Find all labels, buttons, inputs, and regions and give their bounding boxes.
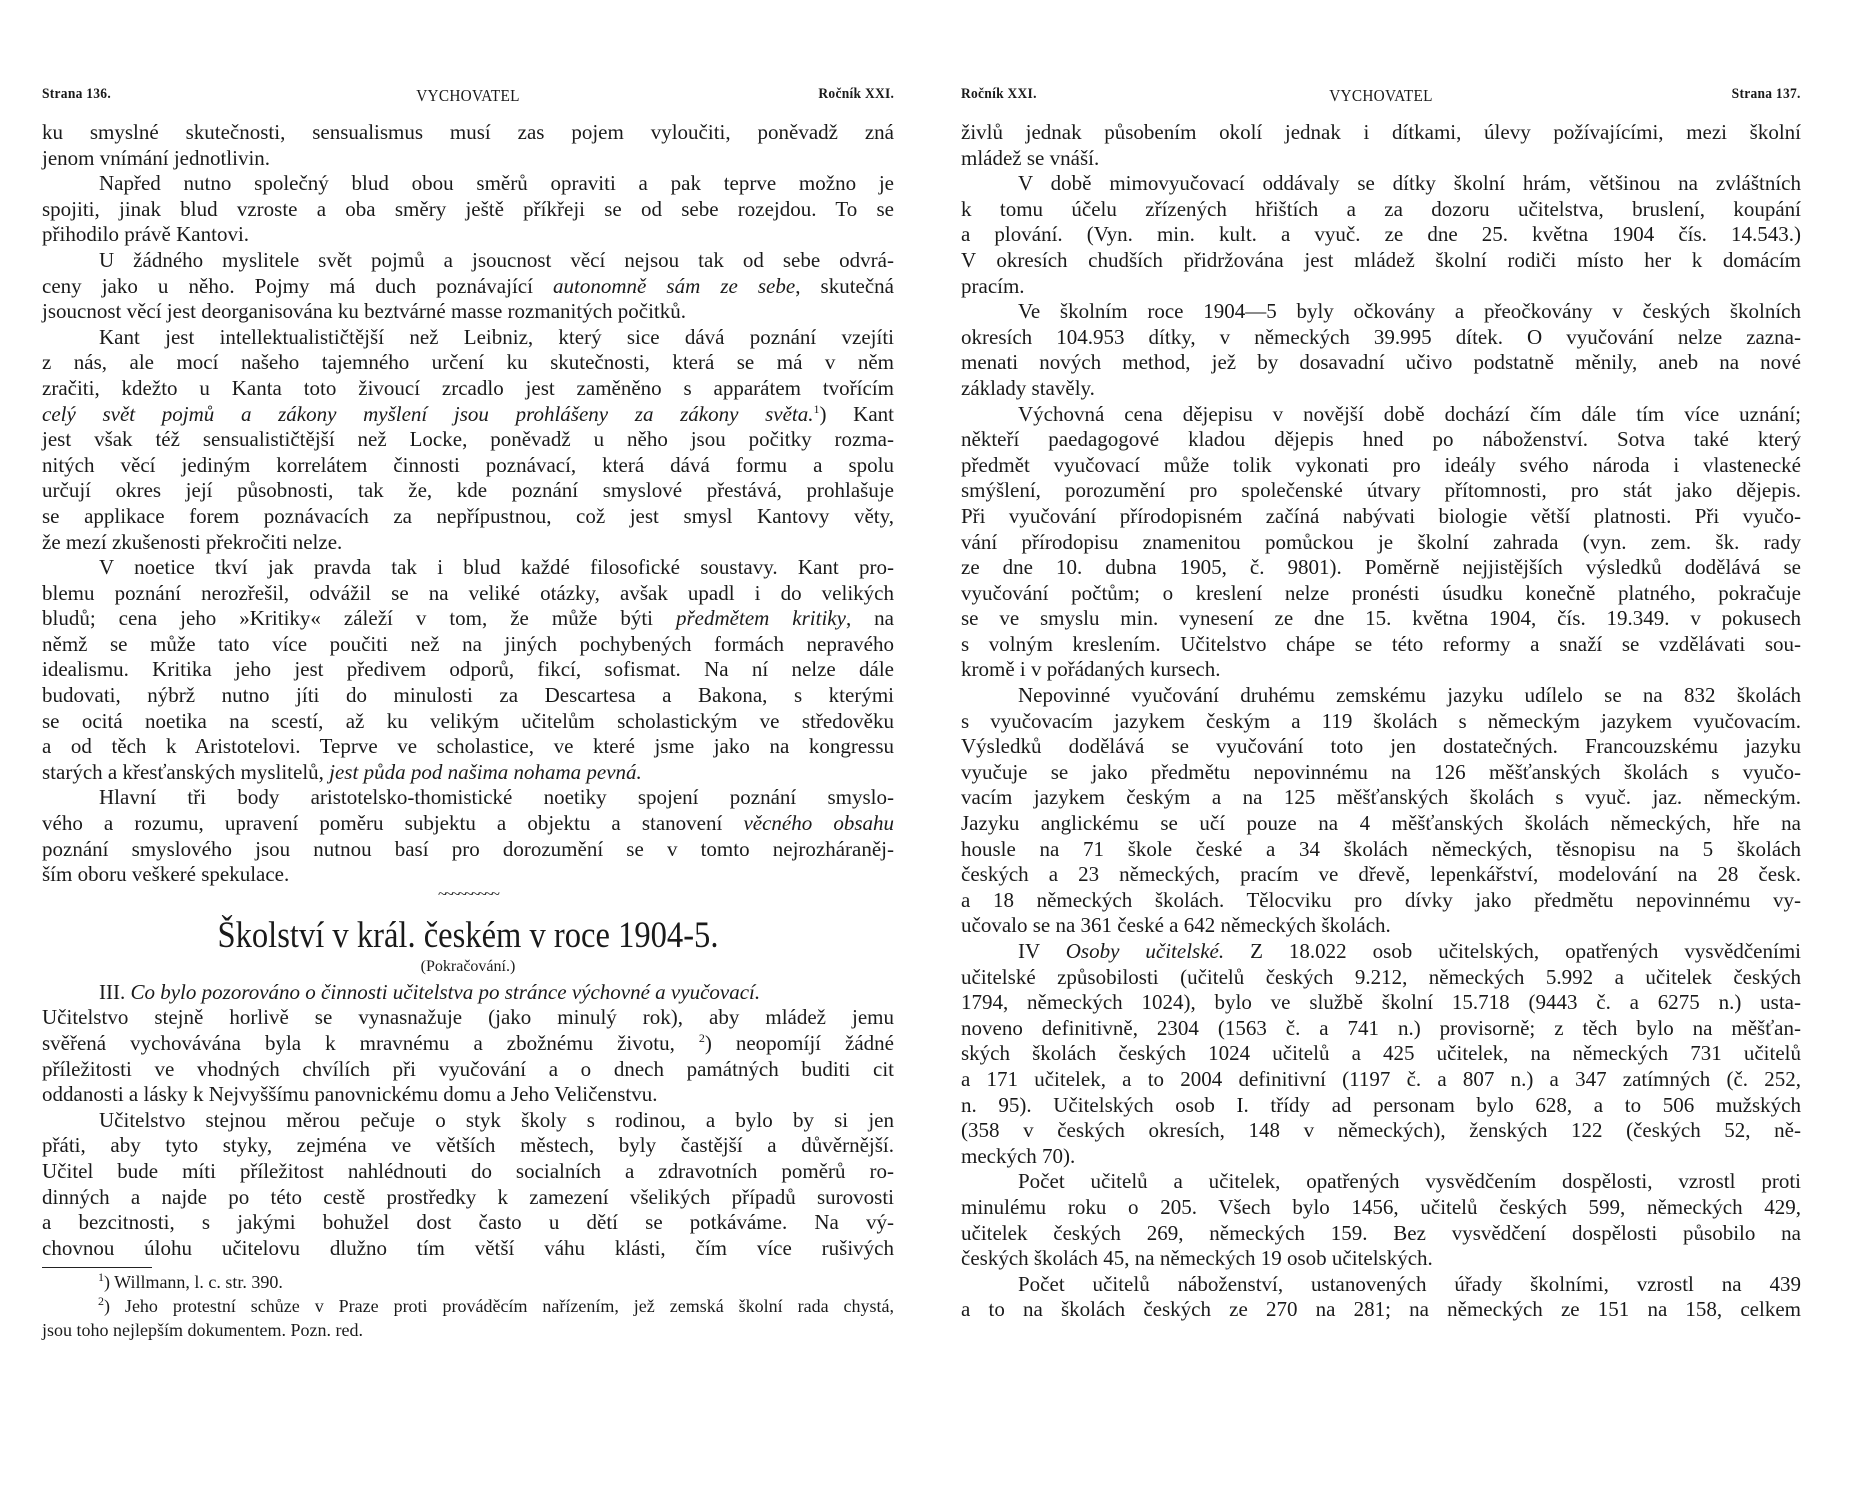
text-line: vání přírodopisu znamenitou pomůckou je školní zahrada (vyn. zem. šk. rady [961,529,1801,554]
text-line: Počet učitelů náboženství, ustanovených úřady školními, vzrostl na 439 [1018,1271,1801,1296]
journal-title: VYCHOVATEL [1329,86,1433,105]
text-line: vyučování počtům; o kreslení nelze pronésti úsudku konečně platného, pokračuje [961,580,1801,605]
text-line: n. 95). Učitelských osob I. třídy ad personam bylo 628, a to 506 mužských [961,1092,1801,1117]
text-line: učovalo se na 361 české a 642 německých školách. [961,913,1391,938]
text-line: a od těch k Aristotelovi. Teprve ve scholastice, ve které jsme jako na kongressu [42,734,894,759]
text-block [961,120,1801,1323]
text-run: svěřená vychovávána byla k mravnému a zbožnému životu, [42,1031,699,1055]
text-line: z nás, ale mocí našeho tajemného určení ku skutečnosti, která se má v něm [42,350,894,375]
text-line: noveno definitivně, 2304 (1563 č. a 741 n.) provisorně; z těch bylo na měšťan- [961,1015,1801,1040]
text-line: zračiti, kdežto u Kanta toto živoucí zrcadlo jest zaměněno s apparátem tvořícím [42,375,894,400]
text-run: starých a křesťanských myslitelů, [42,759,330,784]
text-line: nitých věcí jediným korrelátem činnosti poznávací, která dává formu a spolu [42,452,894,477]
text-run: ) Kant [819,401,894,426]
volume-label: Ročník XXI. [818,86,894,102]
right-body-text [961,120,1801,1323]
footnote [42,1318,894,1342]
text-line: učitelek českých 269, německých 159. Bez vysvědčení dospělosti působilo na [961,1220,1801,1245]
text-line: pracím. [961,273,1025,298]
text-line: Kant jest intellektualističtější než Leibniz, který sice dává poznání vzejíti [99,324,894,349]
text-line: vyučuje se jako předmětu nepovinnému na 126 měšťanských školách s vyučo- [961,759,1801,784]
text-line: s vyučovacím jazykem českým a 119 školách s německým jazykem vyučovacím. [961,708,1801,733]
left-body-text [42,120,894,1342]
footnote-divider [42,1267,152,1268]
text-line: oddanosti a lásky k Nejvyššímu panovnickému domu a Jeho Veličenstvu. [42,1082,658,1107]
text-line: ze dne 10. dubna 1905, č. 9801). Poměrně nejjistějších výsledků dodělává se [961,555,1801,580]
text-line: 1794, německých 1024), bylo ve službě školní 15.718 (9443 č. a 6275 n.) usta- [961,990,1801,1015]
text-line: a bezcitnosti, s jakými bohužel dost často u dětí se potkáváme. Na vý- [42,1210,894,1235]
text-line: budovati, nýbrž nutno jíti do minulosti za Descartesa a Bakona, s kterými [42,683,894,708]
text-line: okresích 104.953 dítky, v německých 39.995 dítek. O vyučování nelze zazna- [961,324,1801,349]
text-run: ceny jako u něho. Pojmy má duch poznávající [42,273,554,298]
text-line: kromě i v pořádaných kursech. [961,657,1221,682]
text-line [42,980,894,1006]
text-line: učitelské způsobilosti (učitelů českých 9.212, německých 5.992 a učitelek českých [961,964,1801,989]
text-line: a to na školách českých ze 270 na 281; na německých ze 151 na 158, celkem [961,1297,1801,1322]
text-line: V noetice tkví jak pravda tak i blud každé filosofické soustavy. Kant pro- [99,555,894,580]
text-line: ku smyslné skutečnosti, sensualismus musí zas pojem vyloučiti, poněvadž zná [42,120,894,144]
text-line: minulému roku o 205. Všech bylo 1456, učitelů českých 599, německých 429, [961,1194,1801,1219]
text-line: příležitosti ve vhodných chvílích při vyučování a o dnech památných buditi cit [42,1056,894,1081]
text-line: U žádného myslitele svět pojmů a jsoucnost věcí nejsou tak od sebe odvrá- [99,247,894,272]
text-line: němž se může tato více poučiti než na jiných pochybených formách nepravého [42,631,894,656]
text-line [42,606,894,632]
volume-label: Ročník XXI. [961,86,1037,102]
text-line: jenom vnímání jednotlivin. [42,145,271,170]
text-line: a plování. (Vyn. min. kult. a vyuč. ze dne 25. května 1904 čís. 14.543.) [961,222,1801,247]
text-line: někteří paedagogové kladou dějepis hned po náboženství. Sotva také který [961,427,1801,452]
right-page [961,0,1801,1500]
emphasis-text: Co bylo pozorováno o činnosti učitelstva po stránce výchovné a vyučovací. [130,979,761,1004]
text-line: Počet učitelů a učitelek, opatřených vysvědčením dospělosti, vzrostl proti [1018,1169,1801,1194]
text-line: Výsledků dodělává se vyučování toto jen dostatečných. Francouzskému jazyku [961,734,1801,759]
text-line [42,274,894,300]
emphasis-text: Osoby učitelské. [1065,939,1225,963]
text-line: idealismu. Kritika jeho jest předivem odporů, fikcí, sofismat. Na ní nelze dále [42,657,894,682]
text-line [42,760,894,786]
text-line: V okresích chudších přidržována jest mládež školní rodiči místo her k domácím [961,247,1801,272]
footnote-number: 2 [98,1294,104,1309]
text-line [42,402,894,428]
footnote [42,1294,894,1318]
footnote-text: jsou toho nejlepším dokumentem. Pozn. red. [42,1320,363,1341]
text-line: spojiti, jinak blud vzroste a oba směry ještě příkřeji se od sebe rozejdou. To se [42,196,894,221]
text-line: Výchovná cena dějepisu v novější době dochází čím dále tím více uznání; [1018,401,1801,426]
text-line [42,811,894,837]
footnote-ref[interactable]: 1 [813,401,820,416]
text-line: mládež se vnáší. [961,145,1100,170]
text-line: k tomu účelu zřízených hřištích a za dozoru učitelstva, bruslení, koupání [961,196,1801,221]
emphasis-text: jest půda pod našima nohama pevná. [329,759,642,784]
text-line: se ocitá noetika na scestí, až ku velikým učitelům scholastickým ve středověku [42,708,894,733]
section-ornament: ~~~~~~~~~ [438,885,498,903]
text-line: určují okres její působnosti, tak že, kde poznání smyslové přestává, prohlašuje [42,478,894,503]
text-run: , skutečná [795,273,894,298]
text-line: ských školách českých 1024 učitelů a 425 učitelek, na německých 731 učitelů [961,1041,1801,1066]
text-line: poznání smyslového jsou nutnou basí pro dorozumění se v tomto nejrozháraněj- [42,836,894,861]
footnote [42,1270,894,1294]
text-line: Učitelstvo stejně horlivě se vynasnažuje (jako minulý rok), aby mládež jemu [42,1005,894,1030]
journal-title: VYCHOVATEL [416,86,520,105]
text-line: housle na 71 škole české a 34 školách německých, těsnopisu na 5 školách [961,836,1801,861]
text-line: jsoucnost věcí jest deorganisována ku beztvárné masse rozmanitých počitků. [42,299,687,324]
footnotes [42,1270,894,1342]
text-line: přáti, aby tyto styky, zejména ve větších městech, byly častější a důvěrnější. [42,1133,894,1158]
text-line: Nepovinné vyučování druhému zemskému jazyku udílelo se na 832 školách [1018,683,1801,708]
text-run: IV [1018,939,1066,963]
footnote-text: ) Willmann, l. c. str. 390. [104,1272,283,1293]
text-line: českých a 23 německých, pracím ve dřevě, lepenkářství, modelování na 28 česk. [961,862,1801,887]
text-line: Při vyučování přírodopisném začíná nabývati biologie větší platnosti. Při vyučo- [961,503,1801,528]
text-line: ším oboru veškeré spekulace. [42,862,290,887]
text-line [961,939,1801,965]
text-run: , na [845,606,894,631]
text-line: živlů jednak působením okolí jednak i dítkami, úlevy požívajícími, mezi školní [961,120,1801,144]
article-title: Školství v král. českém v roce 1904-5. [217,914,719,956]
running-head [961,86,1801,110]
text-line: Ve školním roce 1904—5 byly očkovány a přeočkovány v českých školních [1018,299,1801,324]
text-block [42,980,894,1262]
running-head [42,86,894,110]
footnote-number: 1 [98,1270,104,1285]
text-line: V době mimovyučovací oddávaly se dítky školní hrám, většinou na zvláštních [1018,171,1801,196]
text-line: a 18 německých školách. Tělocviku pro dívky jako předmětu nepovinnému vy- [961,887,1801,912]
page-number: Strana 136. [42,86,111,102]
text-line: Jazyku anglickému se učí pouze na 4 měšťanských školách německých, hře na [961,811,1801,836]
text-line: s volným kreslením. Učitelstvo chápe se této reformy a snaží se vzdělávati sou- [961,631,1801,656]
text-line: Hlavní tři body aristotelsko-thomistické noetiky spojení poznání smyslo- [99,785,894,810]
page-number: Strana 137. [1732,86,1801,102]
text-run: bludů; cena jeho »Kritiky« záleží v tom, že může býti [42,606,676,631]
text-line: dinných a najde po této cestě prostředky k zamezení všelikých případů surovosti [42,1184,894,1209]
text-line: a 171 učitelek, a to 2004 definitivní (1197 č. a 807 n.) a 347 zatímných (č. 252, [961,1066,1801,1091]
text-line: se applikace forem poznávacích za nepřípustnou, což jest smysl Kantovy věty, [42,503,894,528]
text-line: (358 v českých okresích, 148 v německých), ženských 122 (českých 52, ně- [961,1118,1801,1143]
emphasis-text: předmětem kritiky [676,606,846,631]
text-run: vého a rozumu, upravení poměru subjektu a objektu a stanovení [42,811,744,836]
text-line: blemu poznání nerozřešil, odvážil se na veliké otázky, avšak upadl i do velikých [42,580,894,605]
text-run: ) neopomíjí žádné [704,1031,894,1055]
article-subtitle: (Pokračování.) [420,957,516,975]
text-line: přihodilo právě Kantovi. [42,222,250,247]
text-line: Napřed nutno společný blud obou směrů opraviti a pak teprve možno je [99,171,894,196]
text-line: základy stavěly. [961,375,1095,400]
text-line: předmět vyučovací může tolik vykonati pro ideály svého národa i vlastenecké [961,452,1801,477]
text-line: Učitelstvo stejnou měrou pečuje o styk školy s rodinou, a bylo by si jen [99,1107,894,1132]
left-page [42,0,894,1500]
text-run: Z 18.022 osob učitelských, opatřených vysvědčeními [1224,939,1801,963]
text-line: že mezí zkušenosti překročiti nelze. [42,529,343,554]
text-line: českých školách 45, na německých 19 osob učitelských. [961,1246,1433,1271]
footnote-text: ) Jeho protestní schůze v Praze proti prováděcím nařízením, jež zemská školní rada chystá, [104,1296,894,1317]
text-run: III. [99,979,131,1004]
text-line: menati nových method, jež by dosavadní učivo podstatně měnily, aneb na nové [961,350,1801,375]
text-line: smýšlení, porozumění pro společenské útvary přítomnosti, pro stát jako dějepis. [961,478,1801,503]
emphasis-text: autonomně sám ze sebe [553,273,796,298]
text-block [42,120,894,888]
text-line [42,1031,894,1057]
emphasis-text: celý svět pojmů a zákony myšlení jsou prohlášeny za zákony světa. [42,401,814,426]
text-line: Učitel bude míti příležitost nahlédnouti do socialních a zdravotních poměrů ro- [42,1158,894,1183]
footnote-ref[interactable]: 2 [698,1031,705,1045]
text-line: meckých 70). [961,1143,1076,1168]
emphasis-text: věcného obsahu [743,811,894,836]
text-line: se ve smyslu min. vynesení ze dne 15. května 1904, čís. 19.349. v pokusech [961,606,1801,631]
text-line: vacím jazykem českým a na 125 měšťanských školách s vyuč. jaz. německým. [961,785,1801,810]
text-line: jest však též sensualističtější než Locke, poněvadž u něho jsou počitky rozma- [42,427,894,452]
text-line: chovnou úlohu učitelovu dlužno tím větší váhu klásti, čím více rušivých [42,1235,894,1260]
